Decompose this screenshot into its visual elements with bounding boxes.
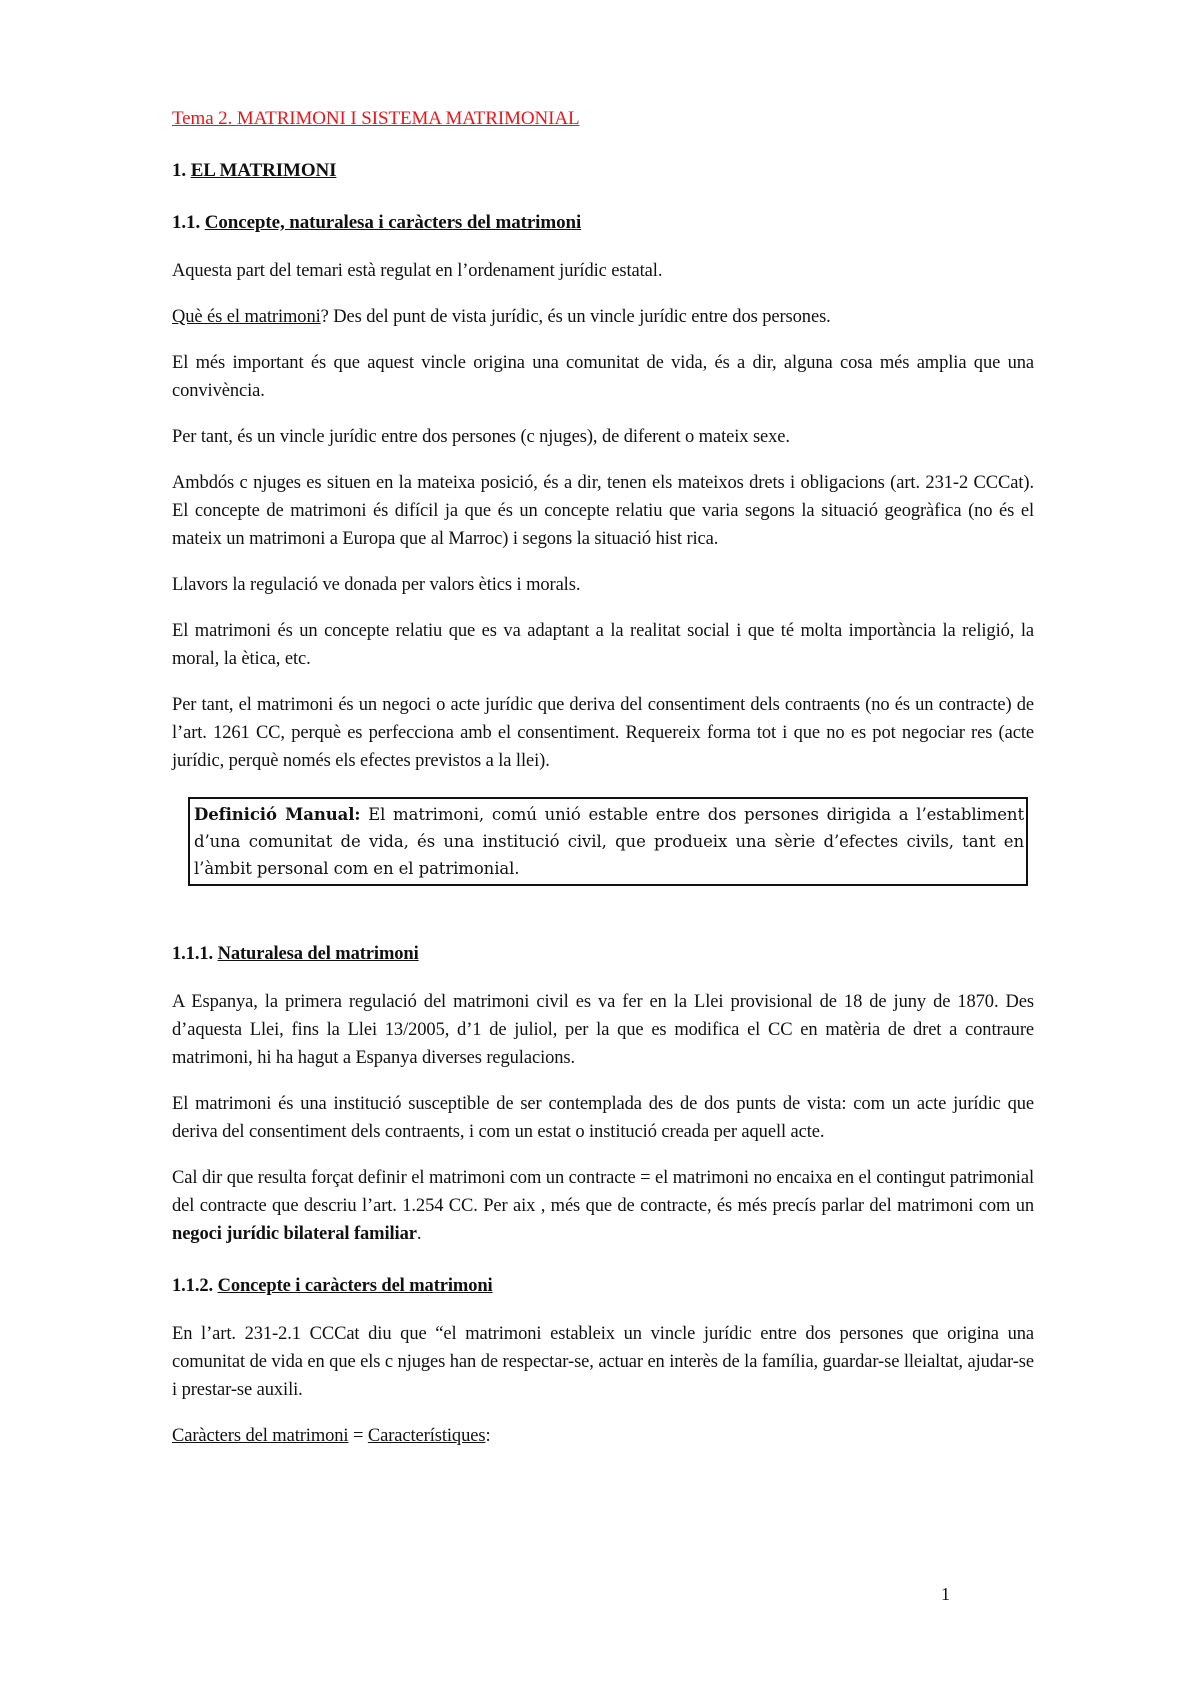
section-label: Naturalesa del matrimoni (217, 944, 419, 964)
definition-label: Definició Manual: (194, 805, 361, 824)
paragraph: Per tant, és un vincle jurídic entre dos persones (c njuges), de diferent o mateix sexe. (172, 427, 790, 447)
underlined-term: Característiques (367, 1426, 486, 1446)
section-number: 1.1.2. (172, 1276, 218, 1296)
section-heading-1-1 (172, 209, 1034, 237)
section-heading-1-1-2 (172, 1272, 1034, 1300)
definition-text (194, 801, 1024, 882)
section-label: Concepte, naturalesa i caràcters del matrimoni (204, 212, 582, 233)
page-number: 1 (941, 1584, 950, 1604)
equals-sign: = (348, 1426, 368, 1446)
paragraph (172, 303, 1034, 331)
bold-term: negoci jurídic bilateral familiar (172, 1224, 417, 1244)
underlined-question: Què és el matrimoni (172, 307, 321, 327)
section-number: 1.1.1. (172, 944, 218, 964)
paragraph (172, 1422, 1034, 1450)
paragraph: El matrimoni és una institució susceptible de ser contemplada des de dos punts de vista: com un acte jurídic que deriva del consentiment dels contraents, i com un estat o institució creada per aquell acte. (172, 1094, 1034, 1142)
section-number: 1. (172, 160, 191, 181)
paragraph: El més important és que aquest vincle origina una comunitat de vida, és a dir, alguna cosa més amplia que una convivència. (172, 353, 1034, 401)
paragraph: Aquesta part del temari està regulat en l’ordenament jurídic estatal. (172, 261, 663, 281)
section-label: Concepte i caràcters del matrimoni (217, 1276, 493, 1296)
definition-box (188, 797, 1028, 886)
paragraph: Llavors la regulació ve donada per valors ètics i morals. (172, 575, 581, 595)
paragraph: Per tant, el matrimoni és un negoci o acte jurídic que deriva del consentiment dels contraents (no és un contracte) de l’art. 1261 CC, perquè es perfecciona amb el consentiment. Requereix forma tot i que no es pot negociar res (acte jurídic, perquè només els efectes previstos a la llei). (172, 695, 1034, 771)
paragraph (172, 1164, 1034, 1248)
colon: : (485, 1426, 491, 1446)
definition-body: El matrimoni, comú unió estable entre dos persones dirigida a l’establiment d’una comunitat de vida, és una institució civil, que produeix una sèrie d’efectes civils, tant en l’àmbit personal com en el patrimonial. (194, 805, 1024, 878)
paragraph-end: . (416, 1224, 422, 1244)
paragraph: En l’art. 231-2.1 CCCat diu que “el matrimoni estableix un vincle jurídic entre dos persones que origina una comunitat de vida en que els c njuges han de respectar-se, actuar en interès de la família, guardar-se lleialtat, ajudar-se i prestar-se auxili. (172, 1324, 1034, 1400)
section-heading-1 (172, 157, 1034, 185)
document-title: Tema 2. MATRIMONI I SISTEMA MATRIMONIAL (172, 108, 580, 129)
paragraph: A Espanya, la primera regulació del matrimoni civil es va fer en la Llei provisional de 18 de juny de 1870. Des d’aquesta Llei, fins la Llei 13/2005, d’1 de juliol, per la que es modifica el CC en matèria de dret a contraure matrimoni, hi ha hagut a Espanya diverses regulacions. (172, 992, 1034, 1068)
underlined-term: Caràcters del matrimoni (172, 1426, 349, 1446)
section-heading-1-1-1 (172, 940, 1034, 968)
paragraph: El matrimoni és un concepte relatiu que es va adaptant a la realitat social i que té molta importància la religió, la moral, la ètica, etc. (172, 621, 1034, 669)
document-page (172, 105, 1034, 1450)
paragraph-text: ? Des del punt de vista jurídic, és un vincle jurídic entre dos persones. (320, 307, 831, 327)
section-label: EL MATRIMONI (190, 160, 337, 181)
paragraph: Ambdós c njuges es situen en la mateixa posició, és a dir, tenen els mateixos drets i obligacions (art. 231-2 CCCat). El concepte de matrimoni és difícil ja que és un concepte relatiu que varia segons la situació geogràfica (no és el mateix un matrimoni a Europa que al Marroc) i segons la situació hist rica. (172, 473, 1034, 549)
section-number: 1.1. (172, 212, 205, 233)
paragraph-text: Cal dir que resulta forçat definir el matrimoni com un contracte = el matrimoni no encaixa en el contingut patrimonial del contracte que descriu l’art. 1.254 CC. Per aix , més que de contracte, és més precís parlar del matrimoni com un (172, 1168, 1034, 1216)
